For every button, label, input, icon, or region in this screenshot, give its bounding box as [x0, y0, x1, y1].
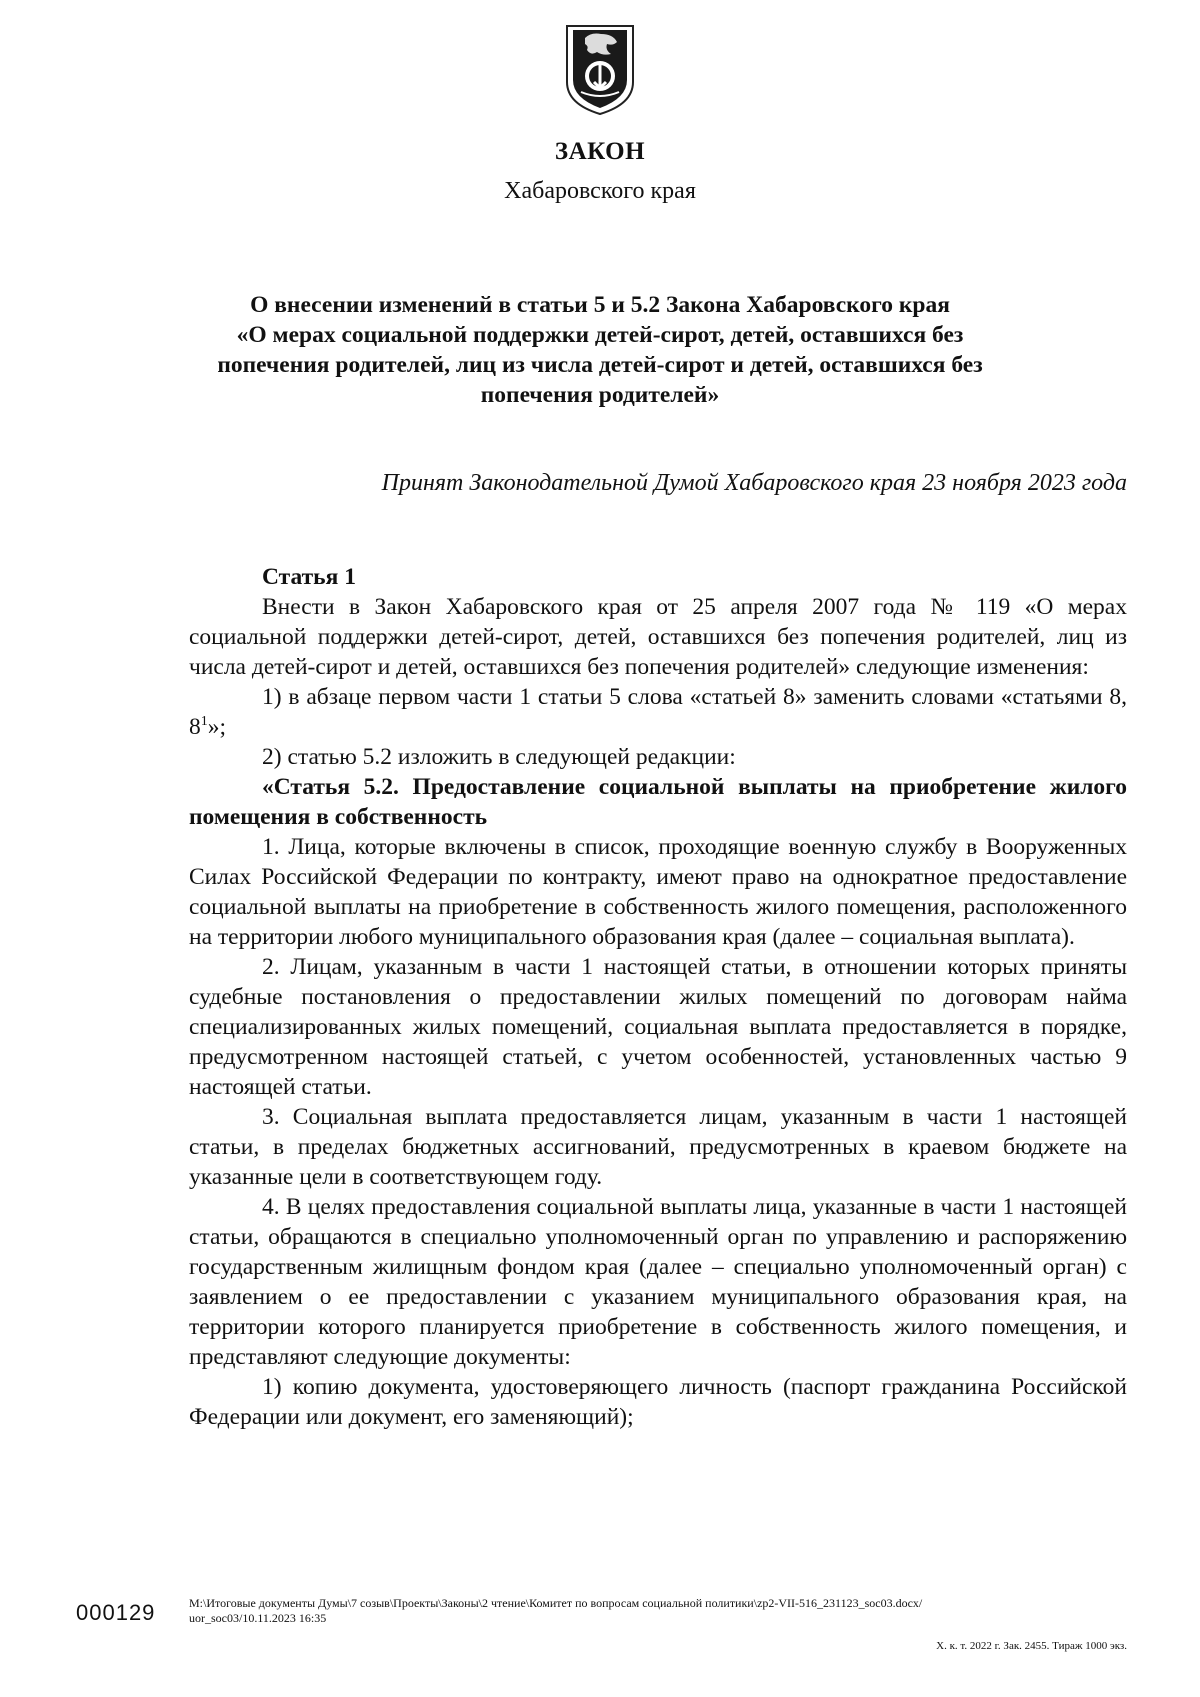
new-article-heading: «Статья 5.2. Предоставление социальной выплаты на приобретение жилого помещения в собственность — [189, 774, 1127, 830]
file-path — [189, 1596, 1127, 1626]
amendment-item-1-end: »; — [207, 714, 227, 740]
paragraph-3: 3. Социальная выплата предоставляется лицам, указанным в части 1 настоящей статьи, в пределах бюджетных ассигнований, предусмотренных в краевом бюджете на указанные цели в соответствующем году. — [189, 1104, 1127, 1190]
article-intro: Внести в Закон Хабаровского края от 25 апреля 2007 года № 119 «О мерах социальной поддержки детей-сирот, детей, оставшихся без попечения родителей, лиц из числа детей-сирот и детей, оставшихся без попечения родителей» следующие изменения: — [189, 594, 1127, 680]
document-title: ЗАКОН — [554, 138, 646, 165]
law-body — [189, 562, 1127, 1432]
document-subtitle: Хабаровского края — [504, 178, 696, 204]
file-path-line: M:\Итоговые документы Думы\7 созыв\Проекты\Законы\2 чтение\Комитет по вопросам социальной политики\zp2-VII-516_231123_soc03.docx/ — [189, 1596, 923, 1610]
amendment-item-2: 2) статью 5.2 изложить в следующей редакции: — [262, 744, 736, 770]
law-name — [200, 290, 1000, 410]
paragraph-4: 4. В целях предоставления социальной выплаты лица, указанные в части 1 настоящей статьи, обращаются в специально уполномоченный орган по управлению и распоряжению государственным жилищным фондом края (далее – специально уполномоченный орган) с заявлением о ее предоставлении с указанием муниципального образования края, на территории которого планируется приобретение в собственность жилого помещения, и представляют следующие документы: — [189, 1194, 1127, 1370]
law-name-line: О внесении изменений в статьи 5 и 5.2 Закона Хабаровского края — [250, 292, 950, 318]
law-name-line: попечения родителей» — [480, 382, 720, 408]
document-number: 000129 — [76, 1600, 156, 1625]
coat-of-arms-icon — [561, 20, 639, 118]
adoption-note: Принят Законодательной Думой Хабаровского края 23 ноября 2023 года — [381, 470, 1127, 496]
law-name-line: попечения родителей, лиц из числа детей-сирот и детей, оставшихся без — [217, 352, 983, 378]
law-name-line: «О мерах социальной поддержки детей-сирот, детей, оставшихся без — [236, 322, 964, 348]
print-info: Х. к. т. 2022 г. Зак. 2455. Тираж 1000 экз. — [936, 1640, 1127, 1652]
amendment-item-1 — [189, 682, 1127, 742]
superscript: 1 — [200, 713, 208, 730]
paragraph-2: 2. Лицам, указанным в части 1 настоящей статьи, в отношении которых приняты судебные постановления о предоставлении жилых помещений по договорам найма специализированных жилых помещений, социальная выплата предоставляется в порядке, предусмотренном настоящей статьей, с учетом особенностей, установленных частью 9 настоящей статьи. — [189, 954, 1127, 1100]
article-heading: Статья 1 — [262, 564, 356, 590]
amendment-item-1-text: 1) в абзаце первом части 1 статьи 5 слова «статьей 8» заменить словами «статьями 8, 8 — [189, 684, 1127, 740]
paragraph-1: 1. Лица, которые включены в список, проходящие военную службу в Вооруженных Силах Российской Федерации по контракту, имеют право на однократное предоставление социальной выплаты на приобретение в собственность жилого помещения, расположенного на территории любого муниципального образования края (далее – социальная выплата). — [189, 834, 1127, 950]
file-path-line: uor_soc03/10.11.2023 16:35 — [189, 1611, 327, 1625]
paragraph-4-item-1: 1) копию документа, удостоверяющего личность (паспорт гражданина Российской Федерации или документ, его заменяющий); — [189, 1374, 1127, 1430]
